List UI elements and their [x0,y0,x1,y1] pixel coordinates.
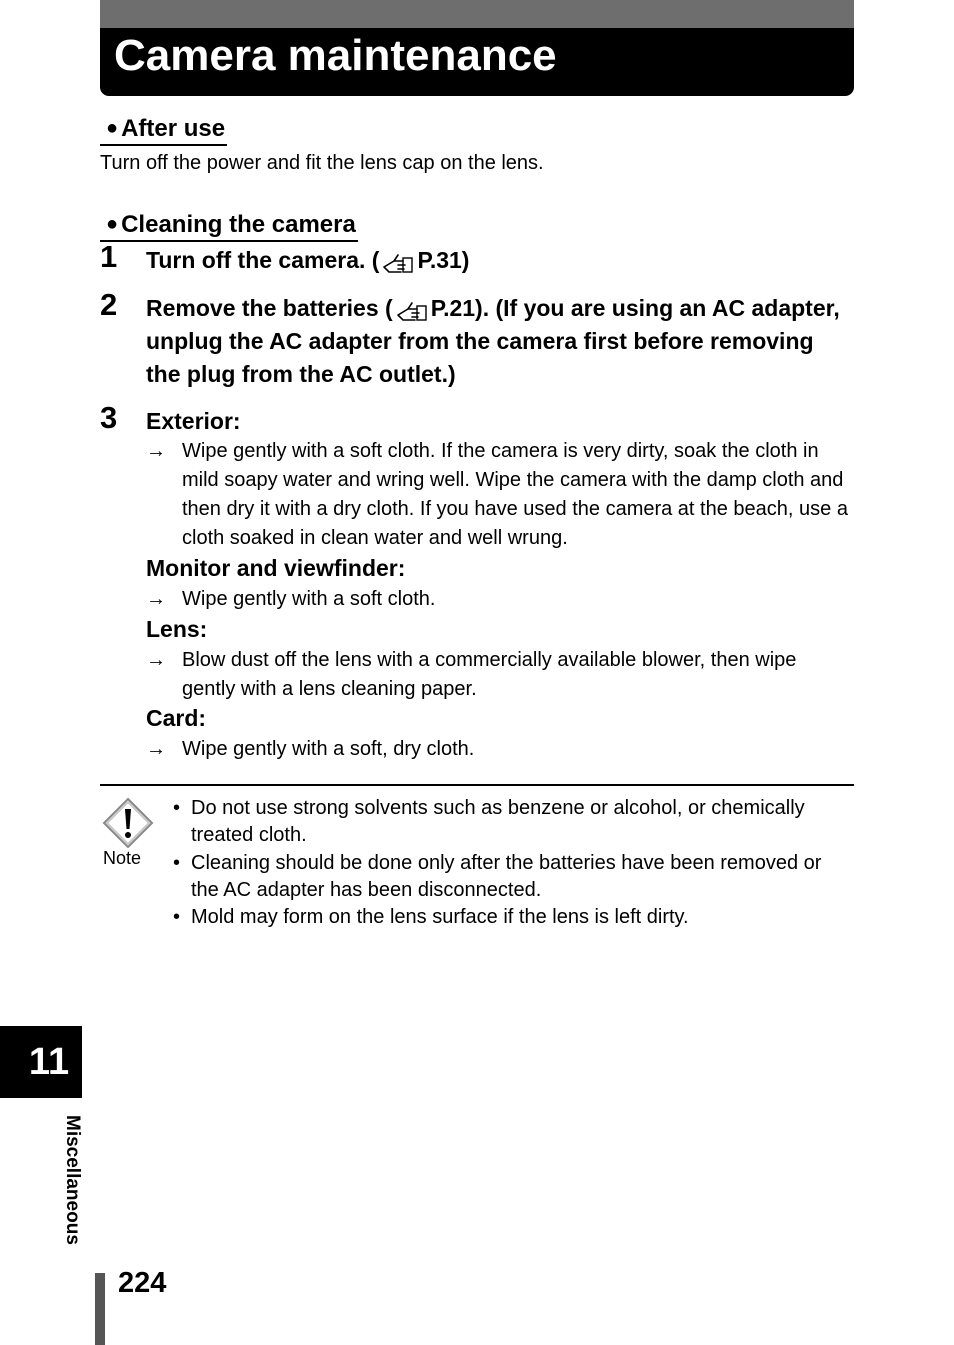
chapter-label: Miscellaneous [62,1115,83,1245]
subsection-heading-card: Card: [146,705,207,731]
bullet-icon: • [173,906,181,928]
section-heading-text: After use [121,115,226,142]
page-reference-icon [395,300,429,322]
arrow-icon: → [146,588,166,610]
heading-bullet: ● [106,117,119,139]
warning-note-icon [100,796,156,848]
page-number-bar [95,1273,105,1345]
note-bullet: Cleaning should be done only after the batteries have been removed or the AC adapter has been disconnected. [191,852,822,901]
title-bar [100,0,854,96]
subsection-heading-exterior: Exterior: [146,408,241,434]
title-bar-top-band [100,0,854,28]
page-title: Camera maintenance [114,31,557,80]
note-bullet: Do not use strong solvents such as benzene or alcohol, or chemically treated cloth. [191,797,805,846]
monitor-instructions: Wipe gently with a soft cloth. [182,588,436,610]
step-text-before: Remove the batteries ( [146,295,393,321]
heading-bullet: ● [106,213,119,235]
step-reference: P.31) [417,247,470,273]
subsection-heading-monitor: Monitor and viewfinder: [146,555,406,581]
bullet-icon: • [173,852,181,874]
step-reference: P.21). (If you are using an AC adapter, unplug the AC adapter from the camera first before removing the plug from the AC outlet.) [146,295,840,387]
step-number: 1 [100,239,118,274]
arrow-icon: → [146,738,166,760]
section-heading-text: Cleaning the camera [121,211,356,238]
arrow-icon: → [146,649,166,671]
card-instructions: Wipe gently with a soft, dry cloth. [182,738,475,760]
step-text-before: Turn off the camera. ( [146,247,380,273]
page-number: 224 [118,1267,167,1299]
lens-instructions: Blow dust off the lens with a commercially available blower, then wipe gently with a lens cleaning paper. [182,649,797,700]
chapter-tab [0,1026,82,1098]
arrow-icon: → [146,440,166,462]
note-divider [100,784,854,786]
step-2-text [146,292,846,391]
step-1-text [146,244,846,277]
after-use-text: Turn off the power and fit the lens cap on the lens. [100,152,544,174]
step-number: 2 [100,287,118,322]
subsection-heading-lens: Lens: [146,616,208,642]
chapter-number: 11 [28,1041,70,1083]
section-heading-cleaning [100,211,358,242]
exterior-instructions: Wipe gently with a soft cloth. If the camera is very dirty, soak the cloth in mild soapy water and wring well. Wipe the camera with the damp cloth and then dry it with a dry cloth. If you have used the camera at the beach, use a cloth soaked in clean water and well wrung. [182,440,848,549]
section-heading-after-use [100,115,227,146]
step-number: 3 [100,400,118,435]
note-label: Note [103,848,142,868]
note-bullet: Mold may form on the lens surface if the lens is left dirty. [191,906,689,928]
bullet-icon: • [173,797,181,819]
page-reference-icon [381,252,415,274]
